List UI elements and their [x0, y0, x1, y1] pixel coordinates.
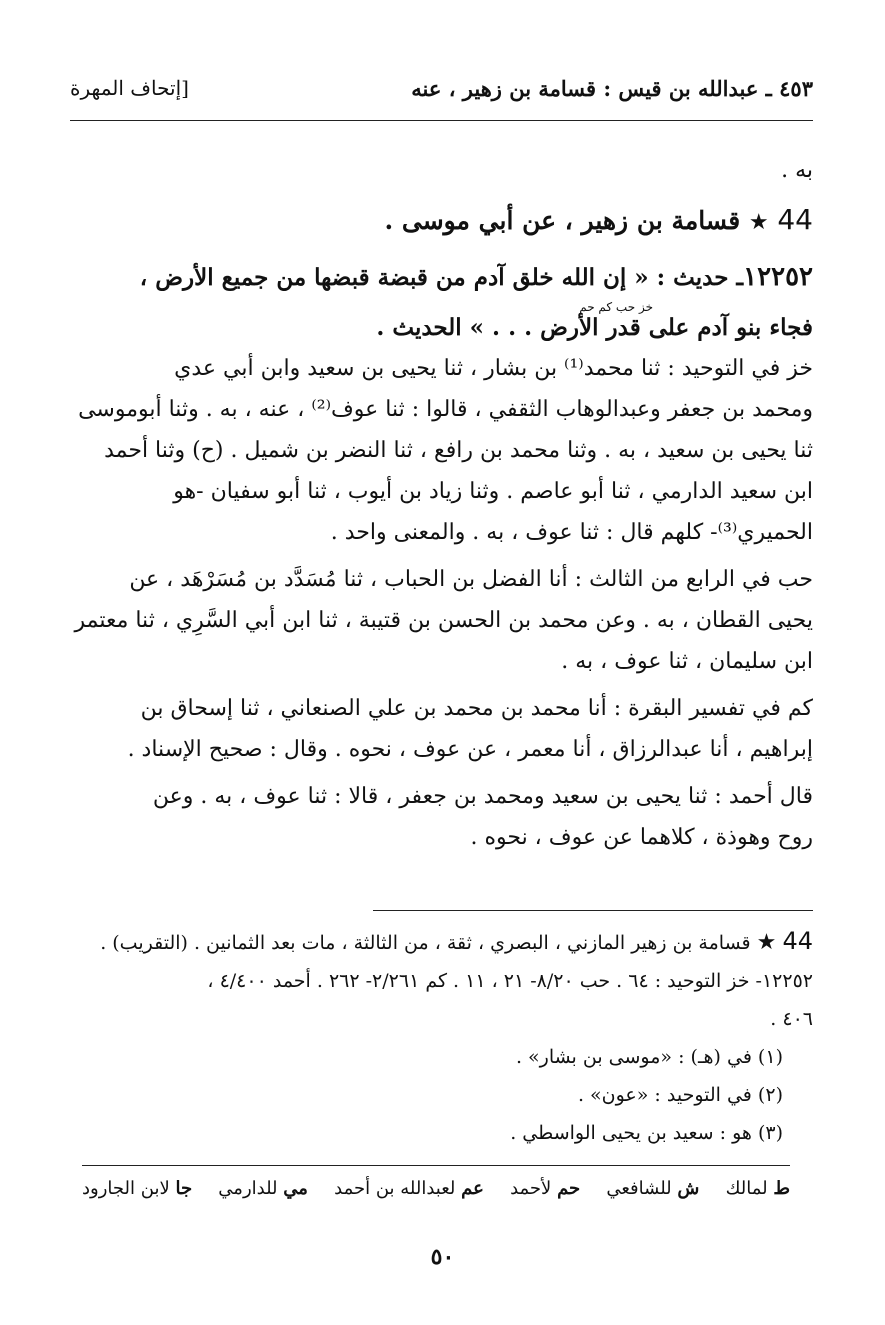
legend-item — [726, 1178, 790, 1212]
legend-text: لعبدالله بن أحمد — [334, 1178, 456, 1199]
text-line: يحيى القطان ، به . وعن محمد بن الحسن بن قتيبة ، ثنا ابن أبي السَّرِي ، ثنا معتمر — [74, 608, 813, 633]
header-divider — [70, 120, 813, 121]
text-line: به . — [781, 158, 813, 183]
legend-text: للشافعي — [606, 1178, 672, 1199]
star-icon: ★ — [756, 930, 777, 955]
legend-item — [606, 1178, 699, 1212]
legend-abbr: مي — [283, 1178, 308, 1199]
text-line: قال أحمد : ثنا يحيى بن سعيد ومحمد بن جعفر ، قالا : ثنا عوف ، به . وعن — [152, 784, 813, 809]
paragraph-khuz — [72, 348, 813, 553]
text-line: حب في الرابع من الثالث : أنا الفضل بن الحباب ، ثنا مُسَدَّد بن مُسَرْهَد ، عن — [129, 567, 813, 592]
text-line: ابن سعيد الدارمي ، ثنا أبو عاصم . وثنا زياد بن أيوب ، ثنا أبو سفيان -هو — [173, 479, 813, 504]
footnote-narrator — [72, 922, 813, 962]
hadith-entry — [72, 257, 813, 348]
footnote-1: (١) في (هـ) : «موسى بن بشار» . — [515, 1046, 783, 1068]
legend-abbr: جا — [175, 1178, 193, 1199]
footnote-2: (٢) في التوحيد : «عون» . — [577, 1084, 783, 1106]
abbreviations-legend — [82, 1178, 790, 1212]
heading-text: قسامة بن زهير ، عن أبي موسى . — [384, 206, 741, 235]
hadith-line: فجاء بنو آدم على قدر الأرض . . . » الحديث . — [376, 314, 813, 341]
main-text — [72, 150, 813, 864]
legend-text: لأحمد — [510, 1178, 552, 1199]
footnote-text: قسامة بن زهير المازني ، البصري ، ثقة ، من الثالثة ، مات بعد الثمانين . (التقريب) . — [100, 932, 751, 954]
footnotes — [72, 922, 813, 1152]
paragraph-hibban — [72, 559, 813, 682]
paragraph-ahmad — [72, 776, 813, 858]
legend-item — [510, 1178, 580, 1212]
hadith-sigla: خز حب كم حم — [579, 300, 653, 314]
text-line: ثنا يحيى بن سعيد ، به . وثنا محمد بن رافع ، ثنا النضر بن شميل . (ح) وثنا أحمد — [104, 438, 813, 463]
legend-abbr: عم — [461, 1178, 484, 1199]
legend-text: للدارمي — [218, 1178, 278, 1199]
legend-item — [82, 1178, 192, 1212]
footnote-reference: ٤٠٦ . — [770, 1008, 813, 1030]
legend-item — [334, 1178, 484, 1212]
text-line: كم في تفسير البقرة : أنا محمد بن محمد بن علي الصنعاني ، ثنا إسحاق بن — [140, 696, 813, 721]
legend-abbr: ط — [773, 1178, 790, 1199]
text-line: ابن سليمان ، ثنا عوف ، به . — [561, 649, 813, 674]
page-number: ٥٠ — [430, 1244, 455, 1270]
running-header — [70, 76, 813, 110]
legend-text: لابن الجارود — [82, 1178, 170, 1199]
legend-abbr: حم — [557, 1178, 581, 1199]
hadith-text: ـ حديث : « إن الله خلق آدم من قبضة قبضها من جميع الأرض ، — [139, 264, 744, 291]
narrator-heading — [72, 199, 813, 243]
heading-number: 44 — [777, 203, 813, 236]
hadith-line — [72, 257, 813, 298]
star-icon: ★ — [748, 210, 769, 235]
text-line: إبراهيم ، أنا عبدالرزاق ، أنا معمر ، عن عوف ، نحوه . وقال : صحيح الإسناد . — [127, 737, 813, 762]
header-chapter-title: ٤٥٣ ـ عبدالله بن قيس : قسامة بن زهير ، عنه — [411, 76, 813, 101]
legend-text: لمالك — [725, 1178, 768, 1199]
text-line: روح وهوذة ، كلاهما عن عوف ، نحوه . — [470, 825, 813, 850]
text-line: خز في التوحيد : ثنا محمد⁽¹⁾ بن بشار ، ثنا يحيى بن سعيد وابن أبي عدي — [174, 356, 813, 381]
legend-abbr: ش — [677, 1178, 700, 1199]
footnote-3: (٣) هو : سعيد بن يحيى الواسطي . — [510, 1122, 783, 1144]
header-book-title: [إتحاف المهرة — [70, 76, 189, 100]
text-line: الحميري⁽³⁾- كلهم قال : ثنا عوف ، به . والمعنى واحد . — [330, 520, 813, 545]
paragraph-hakim — [72, 688, 813, 770]
legend-item — [218, 1178, 308, 1212]
footnote-reference: ١٢٢٥٢- خز التوحيد : ٦٤ . حب ٨/٢٠- ٢١ ، ١١ . كم ٢/٢٦١- ٢٦٢ . أحمد ٤/٤٠٠ ، — [207, 970, 813, 992]
legend-divider — [82, 1165, 790, 1166]
hadith-number: ١٢٢٥٢ — [743, 262, 813, 292]
footnote-number: 44 — [782, 927, 813, 955]
text-line: ومحمد بن جعفر وعبدالوهاب الثقفي ، قالوا : ثنا عوف⁽²⁾ ، عنه ، به . وثنا أبوموسى — [78, 397, 813, 422]
footnote-divider — [373, 910, 813, 911]
